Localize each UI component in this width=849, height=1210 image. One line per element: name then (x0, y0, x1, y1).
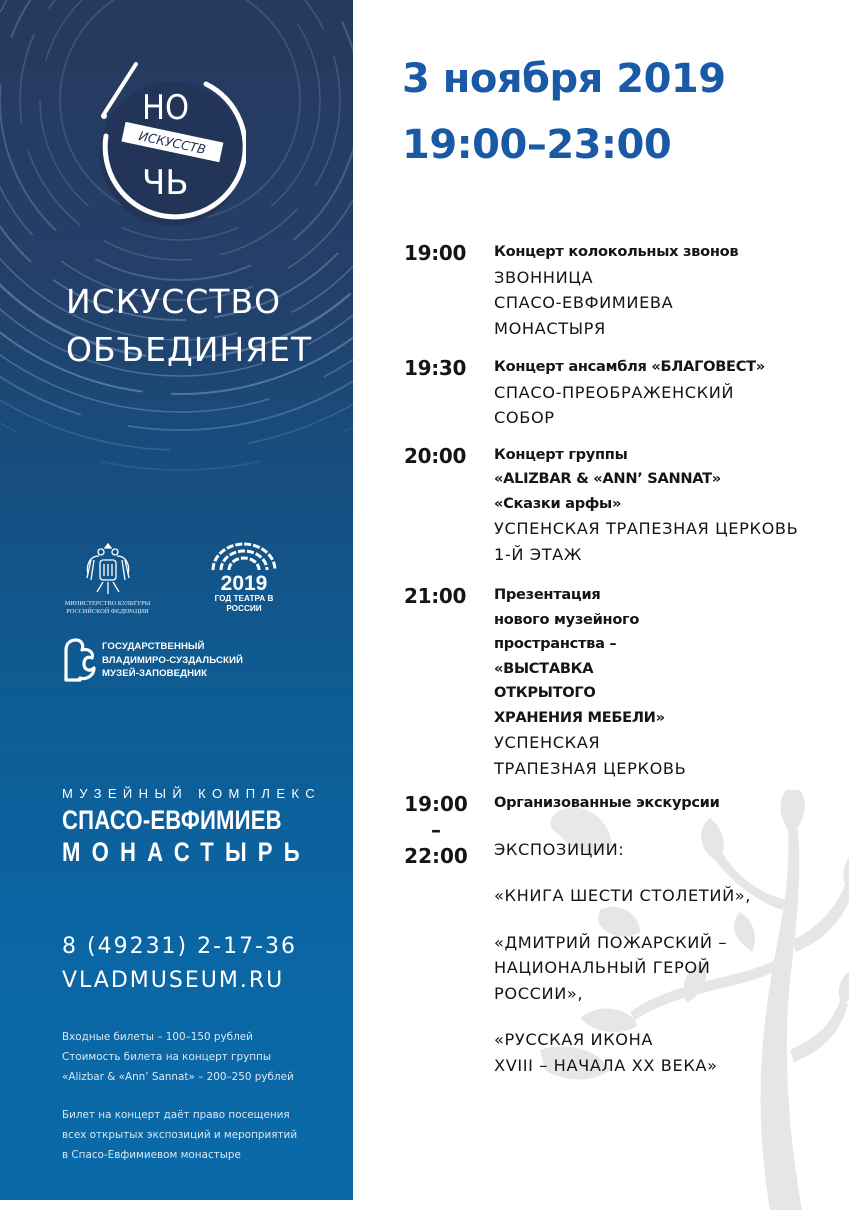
complex-subtitle: МУЗЕЙНЫЙ КОМПЛЕКС (62, 786, 322, 801)
slogan (66, 278, 312, 374)
schedule-place: ЗВОННИЦА (494, 267, 594, 287)
schedule-place: СПАСО-ПРЕОБРАЖЕНСКИЙ (494, 382, 735, 402)
schedule-time: 19:00 (404, 241, 467, 265)
museum-name-line-3: МУЗЕЙ-ЗАПОВЕДНИК (102, 668, 208, 679)
schedule-time-separator: – (431, 818, 441, 842)
schedule-title: Организованные экскурсии (494, 794, 720, 811)
schedule-place: 1-Й ЭТАЖ (494, 544, 582, 564)
note-line: Стоимость билета на концерт группы (62, 1051, 272, 1063)
schedule-place: УСПЕНСКАЯ (494, 733, 601, 752)
schedule-time: 20:00 (404, 443, 467, 468)
schedule-place: ЭКСПОЗИЦИИ: (494, 839, 625, 859)
schedule-title: пространства – (494, 635, 617, 652)
event-time-range: 19:00–23:00 (402, 122, 672, 168)
schedule-item (404, 583, 844, 781)
schedule-place: «ДМИТРИЙ ПОЖАРСКИЙ – (494, 932, 728, 952)
schedule-title: ХРАНЕНИЯ МЕБЕЛИ» (494, 708, 665, 726)
ministry-of-culture-logo (60, 540, 155, 616)
event-date: 3 ноября 2019 (402, 56, 726, 102)
schedule-title: «Сказки арфы» (494, 494, 622, 512)
schedule-place: ТРАПЕЗНАЯ ЦЕРКОВЬ (494, 758, 687, 778)
note-line: Входные билеты – 100–150 рублей (62, 1031, 253, 1043)
schedule-time: 21:00 (404, 584, 467, 608)
contacts (62, 930, 297, 998)
theatre-year-caption: ГОД ТЕАТРА В РОССИИ (214, 594, 274, 613)
schedule-title: «ВЫСТАВКА (494, 659, 594, 677)
theatre-year-logo (198, 540, 290, 614)
night-of-arts-emblem-icon (96, 44, 246, 234)
schedule-title: Презентация (494, 586, 601, 603)
svg-text:НО: НО (142, 88, 190, 128)
schedule-title: «ALIZBAR & «ANN’ SANNAT» (494, 470, 721, 487)
schedule-item (404, 443, 844, 568)
schedule-time-start: 19:00 (404, 792, 468, 816)
schedule-time-range (404, 791, 468, 869)
schedule-place: XVIII – НАЧАЛА XX ВЕКА» (494, 1055, 718, 1075)
schedule-title: Концерт группы (494, 445, 628, 463)
ticket-notes (62, 1027, 297, 1165)
schedule-place: УСПЕНСКАЯ ТРАПЕЗНАЯ ЦЕРКОВЬ (494, 519, 799, 538)
svg-text:ИСКУССТВ: ИСКУССТВ (137, 128, 208, 157)
schedule-place: СПАСО-ЕВФИМИЕВА (494, 293, 674, 312)
museum-name-line-1: ГОСУДАРСТВЕННЫЙ (102, 641, 205, 652)
note-line: всех открытых экспозиций и мероприятий (62, 1129, 298, 1141)
complex-name-line-1: СПАСО-ЕВФИМИЕВ (62, 805, 282, 835)
schedule (404, 240, 844, 1078)
museum-complex-block (62, 784, 353, 867)
schedule-item (404, 355, 844, 431)
ministry-caption-line-2: РОССИЙСКОЙ ФЕДЕРАЦИИ (66, 608, 149, 615)
schedule-item (404, 240, 844, 341)
schedule-time-end: 22:00 (404, 844, 468, 868)
slogan-line-1: ИСКУССТВО (66, 282, 282, 321)
schedule-title: Концерт колокольных звонов (494, 243, 739, 260)
note-line: Билет на концерт даёт право посещения (62, 1109, 290, 1121)
schedule-title: Концерт ансамбля «БЛАГОВЕСТ» (494, 358, 765, 375)
schedule-item (404, 791, 844, 1078)
slogan-line-2: ОБЪЕДИНЯЕТ (66, 330, 313, 369)
schedule-title: ОТКРЫТОГО (494, 684, 596, 701)
theatre-arcs-emblem-icon (209, 540, 279, 572)
note-line: «Alizbar & «Ann’ Sannat» – 200–250 рублей (62, 1071, 294, 1083)
russian-eagle-emblem-icon (83, 540, 133, 596)
schedule-time: 19:30 (404, 356, 467, 380)
event-header (402, 46, 726, 178)
schedule-title: нового музейного (494, 610, 640, 628)
schedule-place: НАЦИОНАЛЬНЫЙ ГЕРОЙ (494, 958, 711, 977)
schedule-place: РОССИИ», (494, 983, 584, 1003)
schedule-place: МОНАСТЫРЯ (494, 318, 606, 338)
left-panel (0, 0, 353, 1200)
svg-text:ЧЬ: ЧЬ (142, 163, 189, 203)
partner-logos (60, 540, 300, 690)
complex-name-line-2: МОНАСТЫРЬ (62, 837, 311, 867)
vladimir-suzdal-museum-logo-icon (62, 638, 98, 682)
night-of-arts-logo (96, 44, 246, 234)
website-link[interactable]: VLADMUSEUM.RU (62, 968, 285, 993)
schedule-place: «РУССКАЯ ИКОНА (494, 1030, 654, 1049)
ministry-caption-line-1: МИНИСТЕРСТВО КУЛЬТУРЫ (64, 600, 151, 607)
museum-reserve-logo (60, 638, 300, 682)
museum-name-line-2: ВЛАДИМИРО-СУЗДАЛЬСКИЙ (102, 654, 243, 666)
schedule-place: «КНИГА ШЕСТИ СТОЛЕТИЙ», (494, 886, 752, 905)
theatre-year-number: 2019 (220, 572, 268, 595)
schedule-place: СОБОР (494, 408, 555, 427)
phone-number[interactable]: 8 (49231) 2-17-36 (62, 934, 297, 959)
note-line: в Спасо-Евфимиевом монастыре (62, 1149, 241, 1161)
